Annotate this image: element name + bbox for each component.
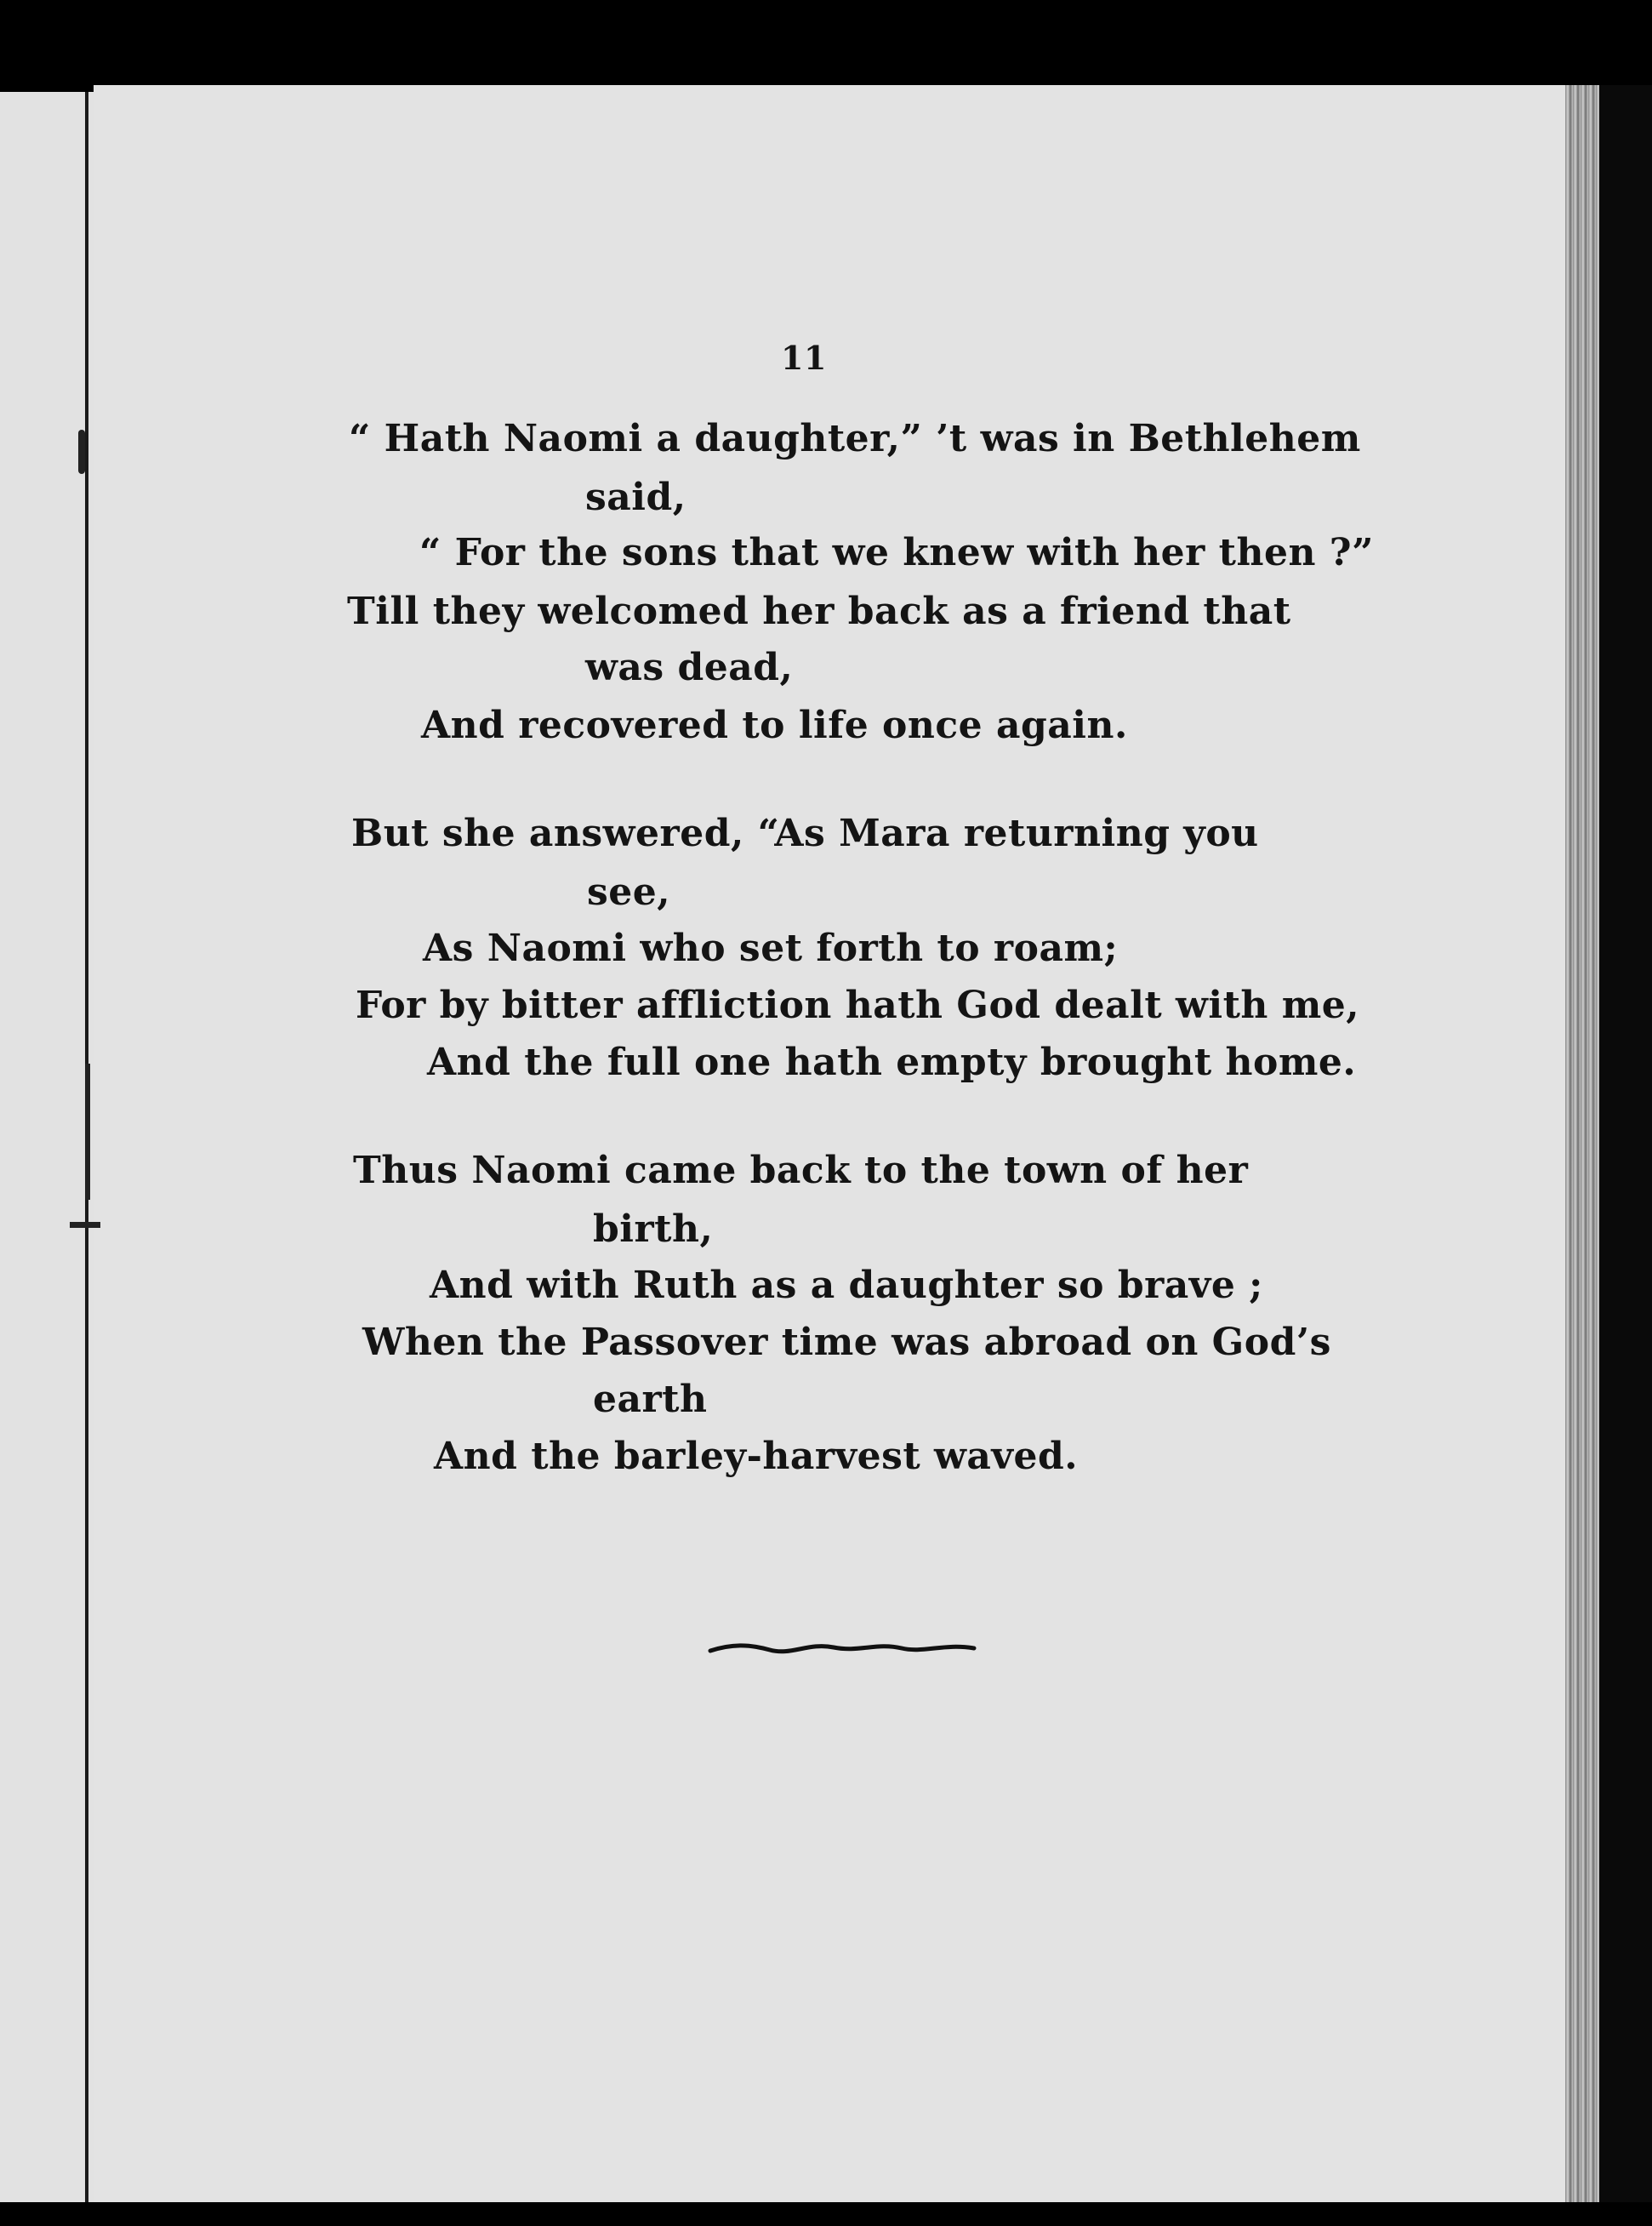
poem-line: Thus Naomi came back to the town of her: [353, 1149, 1249, 1192]
scan-border-right: [1599, 85, 1652, 2226]
book-page: [94, 85, 1582, 2204]
facing-page-edge: [0, 92, 94, 2202]
gutter-blemish: [70, 1222, 100, 1228]
poem-line: birth,: [593, 1207, 714, 1251]
poem-line: And recovered to life once again.: [421, 704, 1128, 747]
poem-line: But she answered, “As Mara returning you: [351, 812, 1259, 855]
scan-border-bottom: [0, 2202, 1652, 2226]
poem-line: For by bitter affliction hath God dealt with me,: [356, 984, 1360, 1027]
gutter-blemish: [78, 430, 85, 474]
poem-line: see,: [587, 870, 671, 914]
poem-line: And the full one hath empty brought home.: [427, 1041, 1357, 1084]
poem-line-text: “ Hath Naomi a daughter,” ’t was in Bethlehem: [349, 417, 1361, 460]
poem-line: When the Passover time was abroad on God’s: [362, 1321, 1331, 1364]
page-fore-edge: [1565, 85, 1599, 2204]
poem-line: “ For the sons that we knew with her then ?”: [419, 531, 1374, 574]
poem-line: was dead,: [585, 646, 794, 689]
poem-line: [349, 417, 1361, 460]
poem-line: earth: [593, 1378, 708, 1421]
gutter-blemish: [85, 1064, 90, 1200]
poem-line: said,: [585, 476, 686, 519]
poem-line: As Naomi who set forth to roam;: [423, 927, 1119, 970]
poem-line: And the barley-harvest waved.: [434, 1435, 1079, 1478]
poem-line: And with Ruth as a daughter so brave ;: [430, 1264, 1263, 1307]
wavy-rule-ornament: [706, 1635, 978, 1661]
poem-line: Till they welcomed her back as a friend that: [347, 590, 1291, 633]
page-number: 11: [781, 339, 827, 377]
